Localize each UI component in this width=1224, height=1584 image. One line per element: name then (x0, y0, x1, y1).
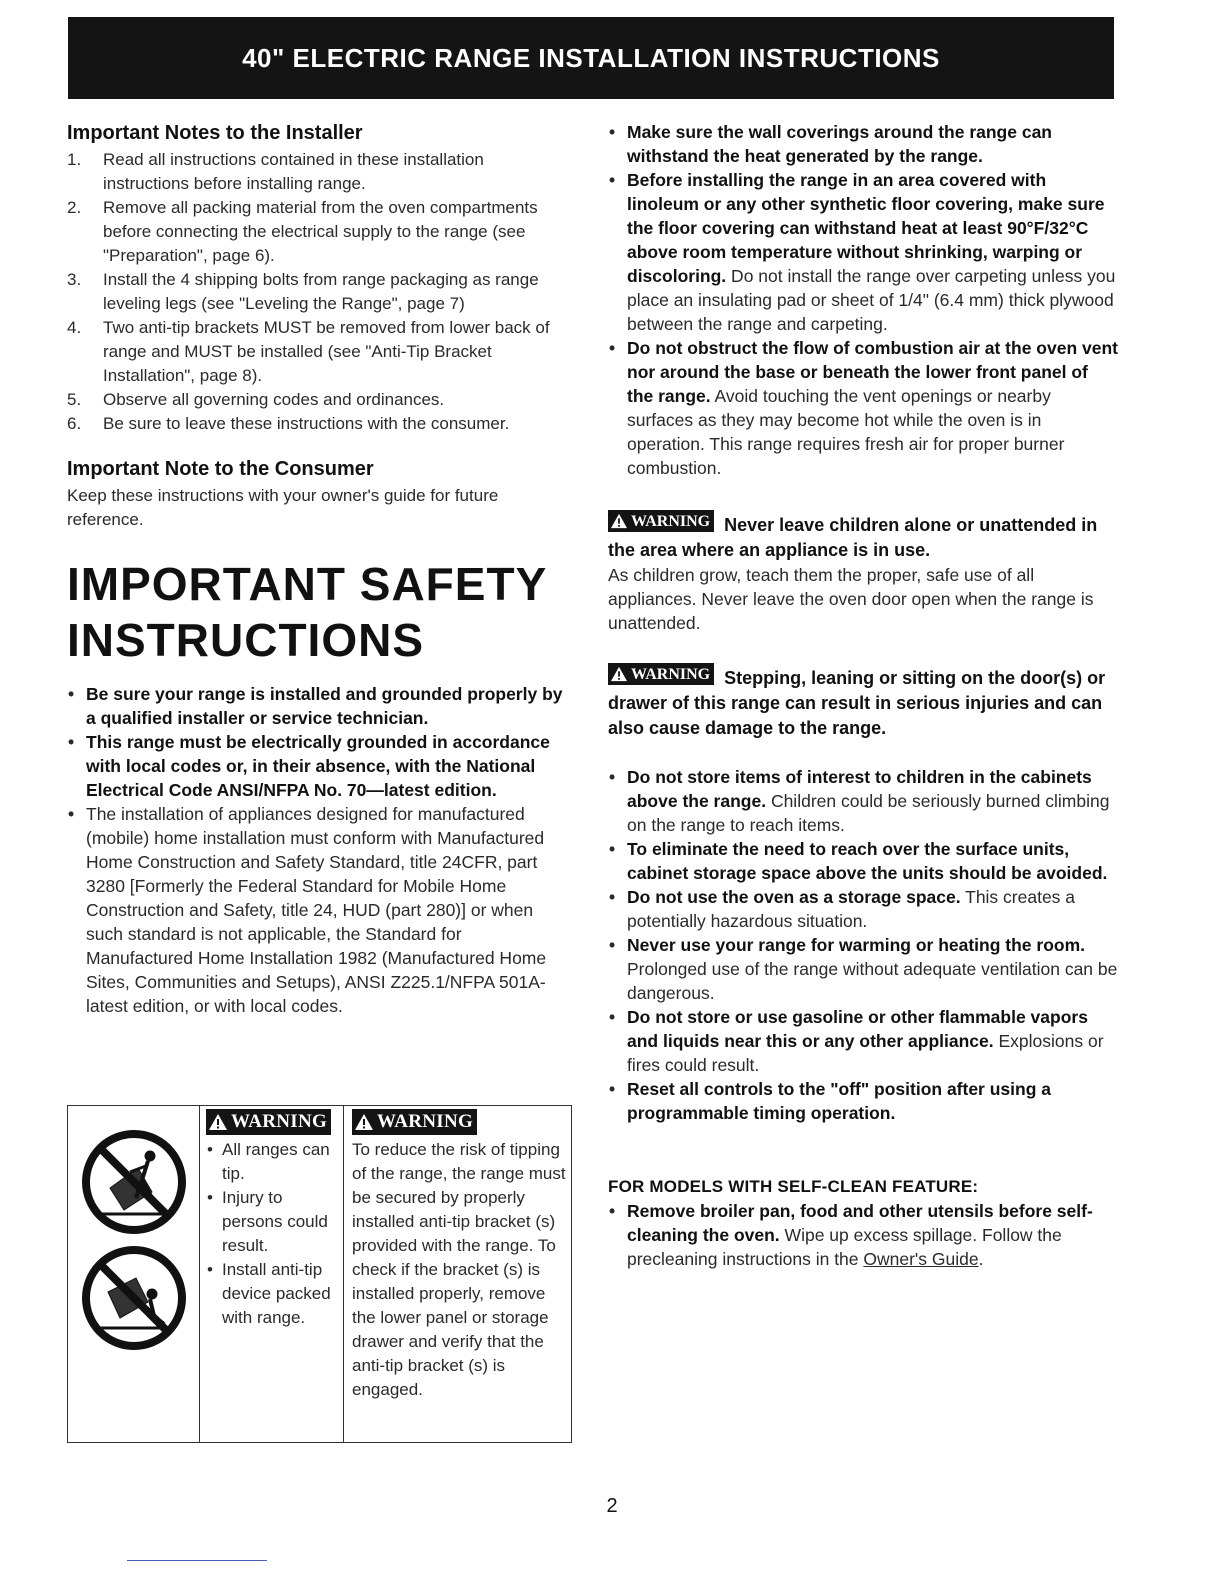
warning-triangle-icon (354, 1113, 374, 1131)
item-text: Install the 4 shipping bolts from range packaging as range leveling legs (see "Leveling the Range", page 7) (103, 270, 539, 313)
bold-text: Before installing the range in an area covered with linoleum or any other synthetic floor covering, make sure the floor covering can withstand heat at least 90°F/32°C above room temperature without shrinking, warping or discoloring. (627, 170, 1105, 286)
warning-box-middle (200, 1106, 344, 1442)
warning-label-text: WARNING (231, 1111, 328, 1132)
bold-text: Do not use the oven as a storage space. (627, 887, 961, 907)
list-item (67, 268, 572, 316)
safety-title-line2: INSTRUCTIONS (67, 614, 424, 666)
warning-children (608, 510, 1118, 635)
warning-label (608, 663, 714, 685)
bold-text: Remove broiler pan, food and other utensils before self-cleaning the oven. (627, 1201, 1093, 1245)
bold-text: Be sure your range is installed and grounded properly by a qualified installer or service technician. (86, 684, 563, 728)
item-text: Observe all governing codes and ordinances. (103, 390, 445, 409)
list-item (67, 730, 572, 802)
item-number: 3. (67, 270, 82, 289)
list-item (67, 148, 572, 196)
warning-headline: Stepping, leaning or sitting on the door(s) or drawer of this range can result in serious injuries and can also cause damage to the range. (608, 668, 1106, 738)
no-tip-range-icon (80, 1128, 188, 1236)
list-item: • Install anti-tip device packed with range. (206, 1258, 343, 1330)
warning-headline: Never leave children alone or unattended in the area where an appliance is in use. (608, 515, 1098, 560)
item-text: Read all instructions contained in these installation instructions before installing range. (103, 150, 484, 193)
item-number: 6. (67, 414, 82, 433)
list-item: • Injury to persons could result. (206, 1186, 343, 1258)
item-number: 4. (67, 318, 82, 337)
bold-text: Do not store items of interest to children in the cabinets above the range. (627, 767, 1092, 811)
bold-text: Make sure the wall coverings around the range can withstand the heat generated by the range. (627, 122, 1052, 166)
normal-text: Explosions or fires could result. (627, 1031, 1104, 1075)
list-item (67, 388, 572, 412)
normal-text: Prolonged use of the range without adequate ventilation can be dangerous. (627, 959, 1118, 1003)
warning-triangle-icon (610, 666, 628, 682)
list-item (67, 316, 572, 388)
warning-label (206, 1109, 331, 1135)
safety-list (67, 682, 572, 1018)
bold-text: Do not obstruct the flow of combustion air at the oven vent nor around the base or beneath the lower front panel of the range. (627, 338, 1118, 406)
page-header-title: 40" ELECTRIC RANGE INSTALLATION INSTRUCTIONS (242, 42, 940, 73)
bold-text: Never use your range for warming or heating the room. (627, 935, 1086, 955)
list-item (608, 168, 1118, 336)
no-child-on-door-icon (80, 1244, 188, 1352)
normal-text: The installation of appliances designed for manufactured (mobile) home installation must conform with Manufactured Home Construction and Safety Standard, title 24CFR, part 3280 [Formerly the Federal Standard for Mobile Home Construction and Safety, title 24, HUD (part 280)] or when such standard is not applicable, the Standard for Manufactured Home Installation 1982 (Manufactured Home Sites, Communities and Setups), ANSI Z225.1/NFPA 501A-latest edition, or with local codes. (86, 804, 547, 1016)
bold-text: Do not store or use gasoline or other flammable vapors and liquids near this or any other appliance. (627, 1007, 1088, 1051)
list-item (608, 1077, 1118, 1125)
bold-text: This range must be electrically grounded in accordance with local codes or, in their absence, with the National Electrical Code ANSI/NFPA No. 70—latest edition. (86, 732, 550, 800)
item-text: Remove all packing material from the oven compartments before connecting the electrical supply to the range (see "Preparation", page 6). (103, 198, 538, 265)
list-item (608, 765, 1118, 837)
right-bullets-top (608, 120, 1118, 480)
normal-text: Avoid touching the vent openings or nearby surfaces as they may become hot while the oven is in operation. This range requires fresh air for proper burner combustion. (627, 386, 1065, 478)
normal-text: This creates a potentially hazardous situation. (627, 887, 1076, 931)
self-clean-list (608, 1199, 1118, 1271)
warning-label (608, 510, 714, 532)
installer-notes-title: Important Notes to the Installer (67, 122, 363, 144)
installer-notes-list (67, 148, 572, 436)
list-item (608, 336, 1118, 480)
list-item (608, 120, 1118, 168)
safety-title (67, 556, 572, 668)
self-clean-section (608, 1175, 1118, 1271)
normal-text: Children could be seriously burned climbing on the range to reach items. (627, 791, 1110, 835)
footer-divider (127, 1560, 267, 1561)
normal-text: Wipe up excess spillage. Follow the precleaning instructions in the (627, 1225, 1062, 1269)
warning-label (352, 1109, 477, 1135)
item-number: 2. (67, 198, 82, 217)
list-item (608, 1005, 1118, 1077)
safety-title-line1: IMPORTANT SAFETY (67, 558, 548, 610)
anti-tip-warning-box (67, 1105, 572, 1443)
page-header (68, 17, 1114, 99)
self-clean-title: FOR MODELS WITH SELF-CLEAN FEATURE: (608, 1177, 979, 1196)
item-number: 5. (67, 390, 82, 409)
list-item: • All ranges can tip. (206, 1138, 343, 1186)
warning-body: As children grow, teach them the proper, safe use of all appliances. Never leave the oven door open when the range is unattended. (608, 565, 1094, 633)
left-column (67, 120, 572, 1018)
warning-label-text: WARNING (631, 665, 711, 683)
list-item (67, 802, 572, 1018)
normal-text: . (978, 1249, 984, 1269)
warning-triangle-icon (610, 513, 628, 529)
item-number: 1. (67, 150, 82, 169)
list-item (608, 837, 1118, 885)
right-column (608, 120, 1118, 1271)
owners-guide-link[interactable]: Owner's Guide (863, 1249, 979, 1269)
item-text: Be sure to leave these instructions with the consumer. (103, 414, 510, 433)
item-text: Two anti-tip brackets MUST be removed from lower back of range and MUST be installed (see "Anti-Tip Bracket Installation", page 8). (103, 318, 550, 385)
warning-box-text: To reduce the risk of tipping of the range, the range must be secured by properly installed anti-tip bracket (s) provided with the range. To check if the bracket (s) is installed properly, remove the lower panel or storage drawer and verify that the anti-tip bracket (s) is engaged. (352, 1140, 566, 1399)
warning-stepping (608, 663, 1118, 741)
warning-label-text: WARNING (377, 1111, 474, 1132)
page-number: 2 (606, 1495, 618, 1517)
consumer-note-title: Important Note to the Consumer (67, 458, 374, 480)
warning-triangle-icon (208, 1113, 228, 1131)
list-item (67, 412, 572, 436)
list-item (67, 682, 572, 730)
list-item (608, 885, 1118, 933)
list-item (67, 196, 572, 268)
list-item (608, 1199, 1118, 1271)
right-bullets-mid (608, 765, 1118, 1125)
bold-text: Reset all controls to the "off" position after using a programmable timing operation. (627, 1079, 1051, 1123)
warning-pictograms (68, 1106, 200, 1442)
list-item (608, 933, 1118, 1005)
warning-label-text: WARNING (631, 512, 711, 530)
warning-box-right (344, 1106, 571, 1442)
normal-text: Do not install the range over carpeting unless you place an insulating pad or sheet of 1/4" (6.4 mm) thick plywood between the range and carpeting. (627, 266, 1116, 334)
bold-text: To eliminate the need to reach over the surface units, cabinet storage space above the units should be avoided. (627, 839, 1108, 883)
warning-box-list (206, 1138, 343, 1330)
consumer-note-text: Keep these instructions with your owner's guide for future reference. (67, 486, 499, 529)
